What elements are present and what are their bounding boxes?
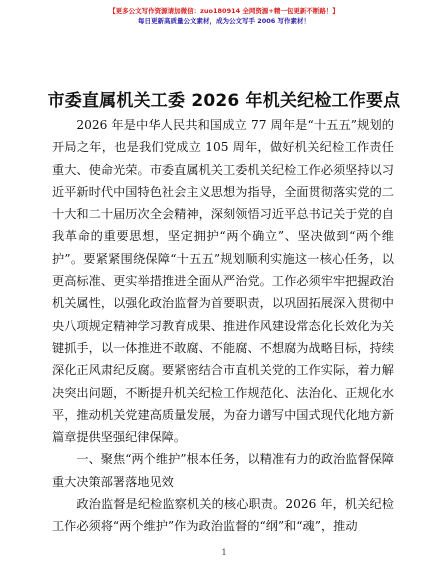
promo-banner — [0, 6, 448, 26]
intro-paragraph: 2026 年是中华人民共和国成立 77 周年是“十五五”规划的开局之年，也是我们党成立 105 周年，做好机关纪检工作责任重大、使命光荣。市委直属机关工委机关纪检工作必须坚持以习近平新时代中国特色社会主义思想为指导，全面贯彻落实党的二十大和二十届历次全会精神，深刻领悟习近平总书记关于党的自我革命的重要思想，坚定拥护“两个确立”、坚决做到“两个维护”。要紧紧围绕保障“十五五”规划顺利实施这一核心任务，以更高标准、更实举措推进全面从严治党。工作必须牢牢把握政治机关属性，以强化政治监督为首要职责，以巩固拓展深入贯彻中央八项规定精神学习教育成果、推进作风建设常态化长效化为关键抓手，以一体推进不敢腐、不能腐、不想腐为战略目标，持续深化正风肃纪反腐。要紧密结合市直机关党的工作实际，着力解决突出问题，不断提升机关纪检工作规范化、法治化、正规化水平，推动机关党建高质量发展，为奋力谱写中国式现代化地方新篇章提供坚强纪律保障。 — [52, 118, 394, 445]
promo-line-1: 【更多公文写作资源请加微信：zuo180914 全网资源+精一包更新不断路！】 — [109, 7, 339, 15]
document-body — [52, 114, 394, 538]
section-paragraph: 政治监督是纪检监察机关的核心职责。2026 年，机关纪检工作必须将“两个维护”作为政治监督的“纲”和“魂”，推动 — [52, 497, 394, 534]
document-title: 市委直属机关工委 2026 年机关纪检工作要点 — [47, 91, 401, 111]
section-heading: 一、聚焦“两个维护”根本任务，以精准有力的政治监督保障重大决策部署落地见效 — [52, 452, 394, 489]
page-number: 1 — [221, 548, 227, 557]
promo-line-2: 每日更新高质量公文素材，成为公文写手 2006 写作素材！ — [137, 17, 311, 25]
